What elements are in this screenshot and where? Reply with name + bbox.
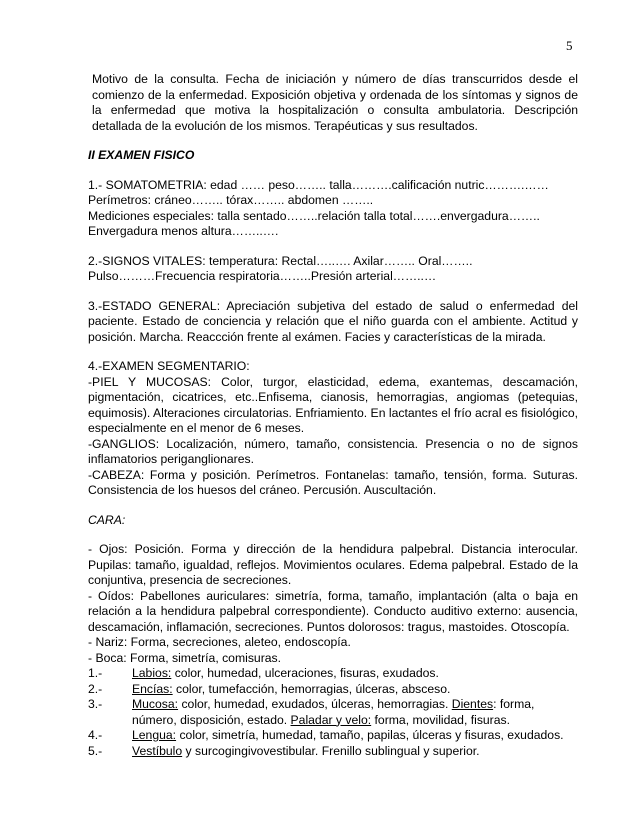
list-term-dientes: Dientes — [451, 697, 494, 711]
cabeza-paragraph: -CABEZA: Forma y posición. Perímetros. Fontanelas: tamaño, tensión, forma. Suturas. Consistencia de los huesos del cráneo. Percusión. Auscultación. — [88, 467, 578, 497]
nariz-paragraph: - Nariz: Forma, secreciones, aleteo, endoscopía. — [88, 635, 351, 649]
list-item — [88, 682, 578, 698]
intro-paragraph: Motivo de la consulta. Fecha de iniciación y número de días transcurridos desde el comienzo de la enfermedad. Exposición objetiva y ordenada de los síntomas y signos de la enfermedad que motiva la hospitalización o consulta ambulatoria. Descripción detallada de la evolución de los mismos. Terapéuticas y sus resultados. — [92, 72, 578, 133]
list-item — [88, 744, 578, 760]
boca-paragraph: - Boca: Forma, simetría, comisuras. — [88, 650, 282, 665]
somatometria-line-1: 1.- SOMATOMETRIA: edad …… peso…….. talla……….calificación nutric……….…… — [88, 177, 549, 192]
oidos-paragraph: - Oídos: Pabellones auriculares: simetría, forma, tamaño, implantación (alta o baja en relación a la hendidura palpebral correspondiente). Conducto auditivo externo: ausencia, descamación, inflamación, secreciones. Puntos dolorosos: tragus, mastoides. Otoscopía. — [88, 588, 578, 634]
piel-mucosas-paragraph: -PIEL Y MUCOSAS: Color, turgor, elasticidad, edema, exantemas, descamación, pigmentación, cicatrices, etc..Enfisema, cianosis, hemorragias, angiomas (petequias, equimosis). Alteraciones circulatorias. Enfriamiento. En lactantes el frío acral es fisiológico, especialmente en el menor de 6 meses. — [88, 374, 578, 435]
list-description: y surcogingivovestibular. Frenillo sublingual y superior. — [182, 743, 480, 758]
list-text — [132, 666, 578, 682]
list-term: Mucosa: — [132, 697, 179, 711]
list-term: Encías: — [132, 681, 173, 696]
examen-segmentario-title: 4.-EXAMEN SEGMENTARIO: — [88, 359, 250, 373]
list-item — [88, 697, 578, 728]
somatometria-line-2: Perímetros: cráneo…….. tórax…….. abdomen …….. — [88, 193, 374, 207]
list-description-dientes: : forma, número, disposición, estado. — [132, 697, 535, 727]
list-description-paladar: forma, movilidad, fisuras. — [371, 712, 511, 727]
list-term: Lengua: — [132, 728, 177, 742]
list-number: 5.- — [88, 743, 103, 758]
list-number: 2.- — [88, 681, 103, 696]
list-description: color, tumefacción, hemorragias, úlceras, absceso. — [172, 681, 451, 696]
list-description: color, humedad, exudados, úlceras, hemorragias. — [178, 697, 452, 711]
ganglios-paragraph: -GANGLIOS: Localización, número, tamaño, consistencia. Presencia o no de signos inflamatorios periganglionares. — [88, 436, 578, 466]
list-item — [88, 666, 578, 682]
page-number: 5 — [566, 38, 573, 53]
list-item — [88, 728, 578, 744]
ojos-paragraph: - Ojos: Posición. Forma y dirección de la hendidura palpebral. Distancia interocular. Pupilas: tamaño, igualdad, reflejos. Movimientos oculares. Edema palpebral. Estado de la conjuntiva, presencia de secreciones. — [88, 542, 578, 587]
list-term-paladar: Paladar y velo: — [290, 712, 372, 727]
list-description: color, simetría, humedad, tamaño, papilas, úlceras y fisuras, exudados. — [176, 728, 564, 742]
signos-vitales-line-2: Pulso………Frecuencia respiratoria……..Presión arterial……..… — [88, 269, 437, 283]
document-body — [88, 72, 578, 759]
list-term: Vestíbulo — [132, 743, 183, 758]
list-text — [132, 697, 578, 728]
section-title: II EXAMEN FISICO — [88, 148, 195, 162]
list-number: 1.- — [88, 666, 103, 680]
list-text — [132, 682, 578, 698]
estado-general-paragraph: 3.-ESTADO GENERAL: Apreciación subjetiva del estado de salud o enfermedad del paciente. Estado de conciencia y relación que el niño guarda con el ambiente. Actitud y posición. Marcha. Reaccción frente al exámen. Facies y características de la mirada. — [88, 298, 578, 344]
list-number: 3.- — [88, 697, 103, 711]
list-term: Labios: — [132, 666, 172, 680]
somatometria-line-4: Envergadura menos altura……..…. — [88, 224, 279, 238]
cara-title: CARA: — [88, 512, 126, 527]
signos-vitales-line-1: 2.-SIGNOS VITALES: temperatura: Rectal…..…. Axilar…….. Oral…….. — [88, 253, 473, 268]
list-number: 4.- — [88, 728, 103, 742]
somatometria-line-3: Mediciones especiales: talla sentado……..relación talla total…….envergadura…….. — [88, 208, 540, 223]
list-text — [132, 728, 578, 744]
list-text — [132, 744, 578, 760]
list-description: color, humedad, ulceraciones, fisuras, exudados. — [171, 666, 439, 680]
